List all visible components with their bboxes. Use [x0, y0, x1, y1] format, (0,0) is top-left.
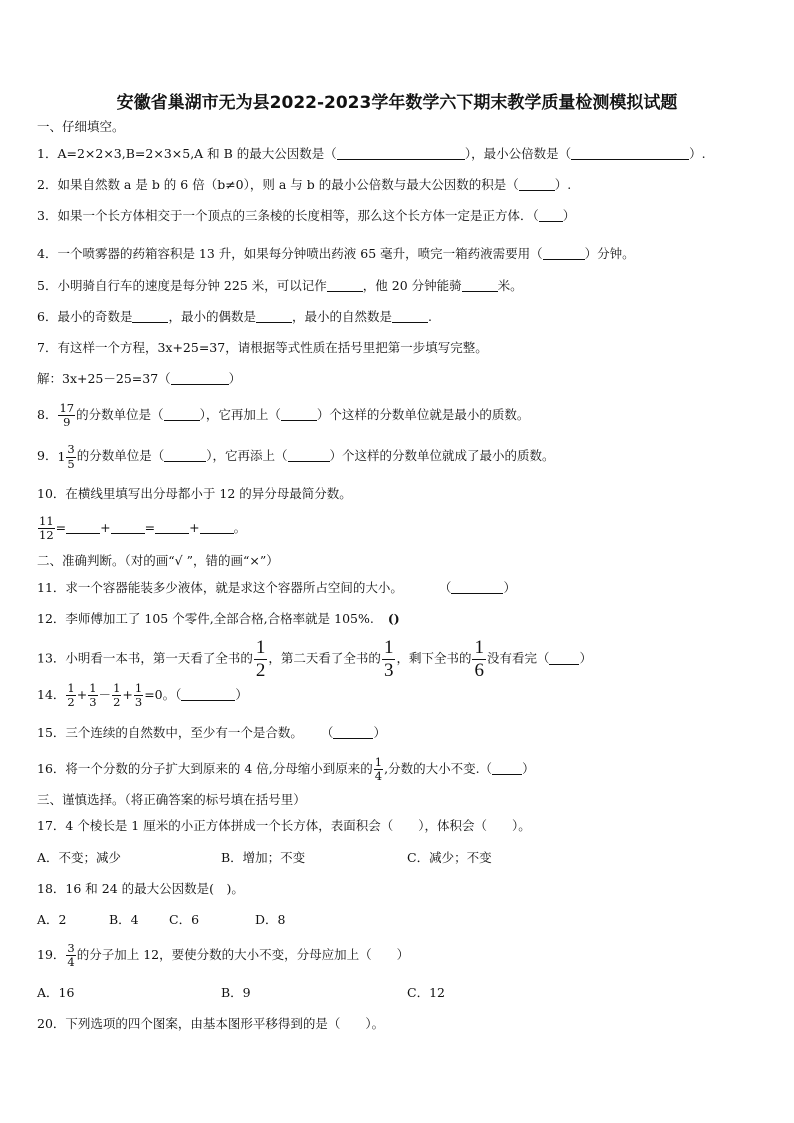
question-1: 1．A=2×2×3,B=2×3×5,A 和 B 的最大公因数是（ ），最小公倍数是（ ）.	[37, 146, 706, 161]
option-a[interactable]: A．2	[37, 912, 67, 927]
question-20: 20．下列选项的四个图案，由基本图形平移得到的是（ ）。	[37, 1016, 385, 1031]
fraction: $\frac{3}{5}$	[67, 442, 75, 471]
answer-blank[interactable]	[111, 521, 145, 534]
option-b[interactable]: B．9	[221, 985, 251, 1000]
fraction: $\frac{1}{2}$	[67, 680, 75, 709]
option-d[interactable]: D．8	[255, 912, 286, 927]
question-17: 17．4 个棱长是 1 厘米的小正方体拼成一个长方体，表面积会（ ），体积会（ ）。	[37, 818, 531, 833]
fraction: $\frac{1}{4}$	[374, 754, 383, 783]
answer-blank[interactable]	[462, 279, 498, 292]
answer-blank[interactable]	[171, 372, 229, 385]
question-9: 9．1 $\frac{3}{5}$ 的分数单位是（ ），它再添上（ ）个这样的分数单位就成了最小的质数。	[37, 442, 555, 471]
section-3-heading: 三、谨慎选择。（将正确答案的标号填在括号里）	[37, 792, 306, 807]
fraction: $\frac{11}{12}$	[39, 513, 54, 542]
question-19: 19． $\frac{3}{4}$ 的分子加上 12，要使分数的大小不变，分母应加上（ ）	[37, 940, 410, 969]
question-11: 11．求一个容器能装多少液体，就是求这个容器所占空间的大小。 （ ）	[37, 580, 516, 595]
question-2: 2．如果自然数 a 是 b 的 6 倍（b≠0），则 a 与 b 的最小公倍数与最大公因数的积是（ ）.	[37, 177, 572, 192]
answer-blank[interactable]	[281, 408, 317, 421]
question-8: 8． $\frac{17}{9}$ 的分数单位是（ ），它再加上（ ）个这样的分数单位就是最小的质数。	[37, 400, 530, 429]
answer-blank[interactable]	[492, 762, 522, 775]
answer-blank[interactable]	[337, 147, 465, 160]
page-title: 安徽省巢湖市无为县2022-2023学年数学六下期末教学质量检测模拟试题	[116, 93, 678, 113]
question-4: 4．一个喷雾器的药箱容积是 13 升，如果每分钟喷出药液 65 毫升，喷完一箱药液需要用（ ）分钟。	[37, 246, 635, 261]
section-1-heading: 一、仔细填空。	[37, 119, 125, 134]
answer-blank[interactable]	[451, 581, 503, 594]
fraction: $\frac{1}{6}$	[474, 637, 484, 681]
question-5: 5．小明骑自行车的速度是每分钟 225 米，可以记作 ，他 20 分钟能骑 米。	[37, 278, 523, 293]
answer-blank[interactable]	[155, 521, 189, 534]
answer-blank[interactable]	[164, 408, 200, 421]
option-b[interactable]: B．增加；不变	[221, 850, 306, 865]
fraction: $\frac{1}{2}$	[113, 680, 121, 709]
answer-blank[interactable]	[333, 726, 373, 739]
question-14: 14． $\frac{1}{2}$ + $\frac{1}{3}$ － $\frac{1}{2}$ + $\frac{1}{3}$ =0。（ ）	[37, 680, 248, 709]
question-10: 10．在横线里填写出分母都小于 12 的异分母最简分数。	[37, 486, 352, 501]
question-15: 15．三个连续的自然数中，至少有一个是合数。 （ ）	[37, 725, 386, 740]
option-a[interactable]: A．16	[37, 985, 75, 1000]
fraction: $\frac{1}{3}$	[134, 680, 143, 709]
question-3: 3．如果一个长方体相交于一个顶点的三条棱的长度相等，那么这个长方体一定是正方体．（ ）	[37, 208, 576, 223]
question-7-solution: 解：3x+25－25=37（ ）	[37, 371, 242, 386]
answer-blank[interactable]	[539, 209, 563, 222]
answer-blank[interactable]	[288, 449, 330, 462]
section-2-heading: 二、准确判断。（对的画“√ ”，错的画“×”）	[37, 553, 279, 568]
answer-blank[interactable]	[256, 310, 292, 323]
question-16: 16．将一个分数的分子扩大到原来的 4 倍,分母缩小到原来的 $\frac{1}{4}$ ,分数的大小不变.（ ）	[37, 754, 535, 783]
option-c[interactable]: C．12	[407, 985, 445, 1000]
answer-blank[interactable]	[543, 247, 585, 260]
question-18: 18．16 和 24 的最大公因数是( )。	[37, 881, 244, 896]
answer-blank[interactable]	[327, 279, 363, 292]
question-13: 13．小明看一本书，第一天看了全书的 $\frac{1}{2}$ ，第二天看了全书的 $\frac{1}{3}$ ，剩下全书的 $\frac{1}{6}$ 没有看完（ ）	[37, 637, 592, 681]
answer-blank[interactable]	[519, 178, 555, 191]
fraction: $\frac{1}{2}$	[255, 637, 266, 681]
answer-blank[interactable]	[549, 652, 579, 665]
answer-bracket[interactable]: ()	[387, 611, 400, 626]
question-12: 12．李师傅加工了 105 个零件,全部合格,合格率就是 105%. ()	[37, 611, 400, 626]
question-10-equation: $\frac{11}{12}$ = + = + 。	[39, 513, 247, 542]
fraction: $\frac{1}{3}$	[383, 637, 394, 681]
option-b[interactable]: B．4	[109, 912, 139, 927]
answer-blank[interactable]	[571, 147, 689, 160]
option-c[interactable]: C．6	[169, 912, 200, 927]
option-a[interactable]: A．不变；减少	[37, 850, 122, 865]
answer-blank[interactable]	[392, 310, 428, 323]
fraction: $\frac{3}{4}$	[67, 940, 75, 969]
answer-blank[interactable]	[181, 688, 235, 701]
answer-blank[interactable]	[200, 521, 234, 534]
fraction: $\frac{1}{3}$	[89, 680, 97, 709]
question-7: 7．有这样一个方程，3x+25=37，请根据等式性质在括号里把第一步填写完整。	[37, 340, 488, 355]
answer-blank[interactable]	[164, 449, 206, 462]
option-c[interactable]: C．减少；不变	[407, 850, 492, 865]
answer-blank[interactable]	[66, 521, 100, 534]
mixed-number: 1 $\frac{3}{5}$	[57, 442, 75, 471]
fraction: $\frac{17}{9}$	[59, 400, 75, 429]
question-6: 6．最小的奇数是 ，最小的偶数是 ，最小的自然数是 .	[37, 309, 432, 324]
answer-blank[interactable]	[132, 310, 168, 323]
